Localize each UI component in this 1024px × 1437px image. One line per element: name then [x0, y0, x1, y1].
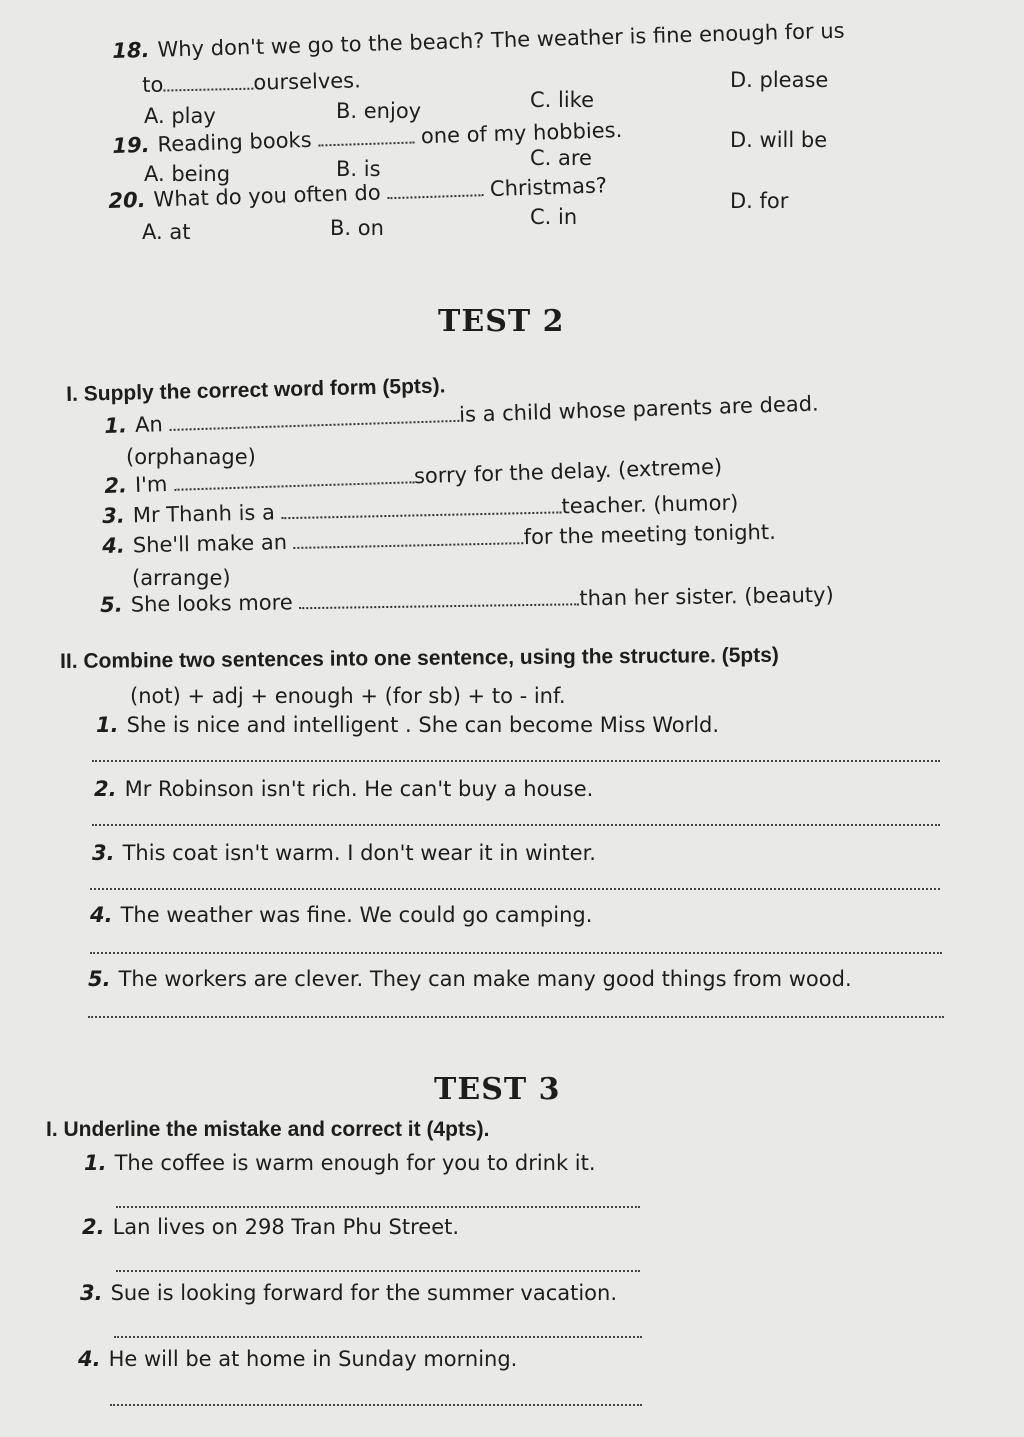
item-text: This coat isn't warm. I don't wear it in winter.: [122, 841, 596, 865]
option-a[interactable]: A. being: [144, 162, 231, 186]
stem-part: one of my hobbies.: [420, 117, 623, 149]
item-text: She is nice and intelligent . She can become Miss World.: [126, 713, 720, 737]
test-2-title: TEST 2: [438, 304, 565, 339]
option-b[interactable]: B. on: [330, 216, 384, 240]
stem-part: Reading books: [157, 127, 312, 157]
mistake-item-1: [84, 1150, 596, 1176]
item-number: 1.: [84, 1151, 107, 1175]
answer-blank[interactable]: [299, 589, 579, 609]
word-cue: (arrange): [132, 566, 231, 590]
item-number: 1.: [104, 413, 128, 438]
test-2-part-2-heading: II. Combine two sentences into one sentence, using the structure. (5pts): [60, 643, 779, 673]
combine-item-4: [90, 902, 592, 928]
answer-line[interactable]: [110, 1404, 642, 1406]
item-number: 1.: [96, 713, 119, 737]
answer-line[interactable]: [116, 1270, 640, 1272]
combine-item-1: [96, 712, 719, 738]
item-number: 5.: [100, 592, 123, 617]
answer-blank[interactable]: [294, 528, 524, 549]
answer-blank[interactable]: [281, 497, 561, 519]
item-number: 3.: [102, 503, 126, 528]
answer-line[interactable]: [114, 1336, 642, 1338]
answer-line[interactable]: [90, 952, 942, 954]
stem-part: teacher. (humor): [561, 490, 739, 519]
answer-blank[interactable]: [163, 74, 253, 92]
structure-formula: (not) + adj + enough + (for sb) + to - inf.: [130, 684, 566, 708]
stem-part: She'll make an: [132, 530, 288, 558]
option-d[interactable]: D. for: [730, 189, 789, 213]
mistake-item-4: [78, 1346, 517, 1372]
answer-line[interactable]: [116, 1206, 640, 1208]
combine-item-3: [92, 840, 596, 866]
option-a[interactable]: A. at: [142, 220, 191, 244]
option-d[interactable]: D. please: [730, 68, 829, 92]
item-number: 3.: [80, 1281, 103, 1305]
question-18: [112, 18, 845, 64]
question-number: 18.: [112, 37, 150, 63]
answer-line[interactable]: [92, 760, 940, 762]
question-stem: Why don't we go to the beach? The weather is fine enough for us: [157, 18, 845, 62]
stem-part: An: [134, 412, 164, 438]
stem-part: Mr Thanh is a: [132, 500, 276, 528]
item-text: The coffee is warm enough for you to drink it.: [114, 1151, 596, 1175]
word-cue: (orphanage): [126, 445, 256, 469]
test-2-part-1-heading: I. Supply the correct word form (5pts).: [66, 374, 446, 406]
item-text: The workers are clever. They can make many good things from wood.: [118, 967, 852, 991]
stem-part: What do you often do: [153, 180, 382, 212]
option-c[interactable]: C. are: [530, 146, 592, 170]
question-number: 19.: [112, 132, 150, 158]
stem-part: to: [142, 72, 164, 97]
option-b[interactable]: B. is: [336, 157, 381, 181]
mistake-item-3: [80, 1280, 617, 1306]
test-3-part-1-heading: I. Underline the mistake and correct it (4pts).: [46, 1118, 490, 1141]
item-number: 2.: [94, 777, 117, 801]
option-a[interactable]: A. play: [144, 104, 216, 128]
item-number: 4.: [90, 903, 113, 927]
item-number: 2.: [82, 1215, 105, 1239]
answer-blank[interactable]: [174, 467, 414, 491]
stem-part: is a child whose parents are dead.: [458, 391, 820, 427]
answer-line[interactable]: [90, 888, 940, 890]
mistake-item-2: [82, 1214, 459, 1240]
option-c[interactable]: C. like: [530, 88, 595, 112]
stem-part: sorry for the delay. (extreme): [413, 454, 723, 489]
stem-part: for the meeting tonight.: [523, 519, 777, 550]
item-text: Mr Robinson isn't rich. He can't buy a house.: [124, 777, 594, 801]
answer-blank[interactable]: [169, 406, 459, 431]
item-text: The weather was fine. We could go camping.: [120, 903, 593, 927]
item-number: 3.: [92, 841, 115, 865]
item-text: Lan lives on 298 Tran Phu Street.: [112, 1215, 460, 1239]
item-number: 4.: [78, 1347, 101, 1371]
stem-part: ourselves.: [253, 68, 362, 95]
item-number: 5.: [88, 967, 111, 991]
item-number: 2.: [104, 473, 128, 498]
answer-blank[interactable]: [387, 180, 483, 199]
answer-line[interactable]: [92, 824, 940, 826]
combine-item-5: [88, 966, 852, 992]
stem-part: Christmas?: [489, 173, 608, 201]
stem-part: She looks more: [130, 590, 293, 617]
option-d[interactable]: D. will be: [730, 128, 828, 152]
answer-blank[interactable]: [318, 128, 414, 147]
stem-part: than her sister. (beauty): [579, 582, 834, 611]
stem-part: I'm: [134, 472, 168, 498]
question-18-continuation: [142, 67, 361, 98]
option-c[interactable]: C. in: [530, 205, 578, 229]
combine-item-2: [94, 776, 593, 802]
test-3-title: TEST 3: [434, 1072, 561, 1107]
item-text: Sue is looking forward for the summer vacation.: [110, 1281, 618, 1305]
answer-line[interactable]: [88, 1016, 944, 1018]
item-text: He will be at home in Sunday morning.: [108, 1347, 518, 1371]
question-number: 20.: [108, 187, 146, 213]
option-b[interactable]: B. enjoy: [336, 99, 422, 123]
item-number: 4.: [102, 533, 126, 558]
